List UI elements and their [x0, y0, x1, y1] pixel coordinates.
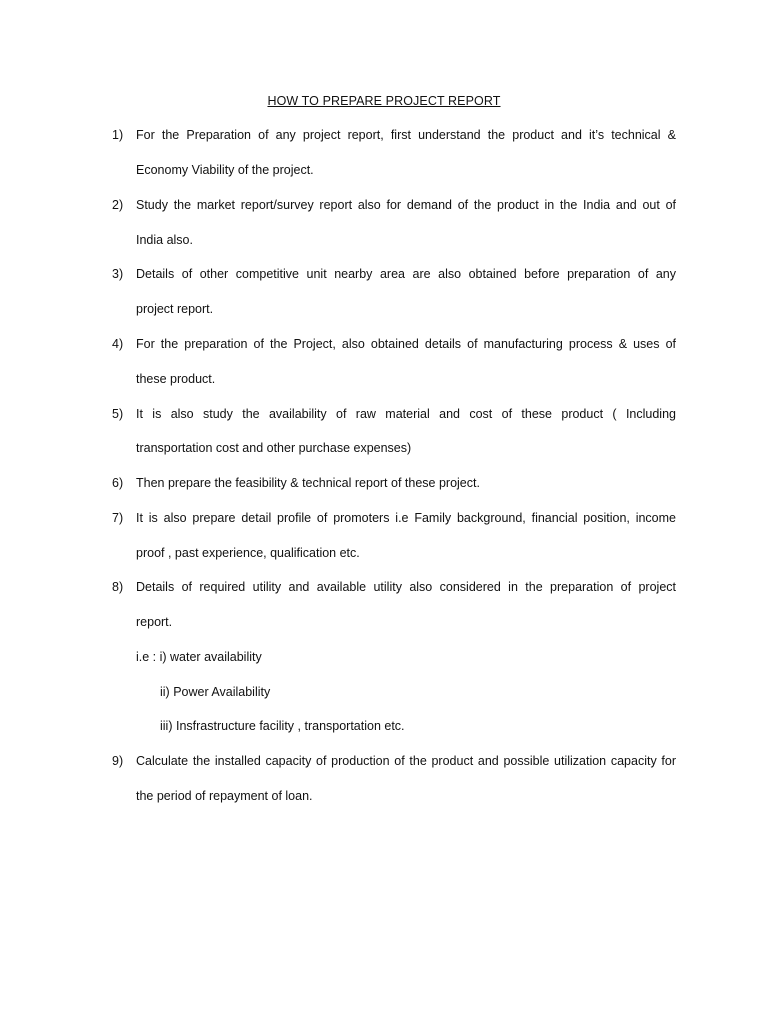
item-8-line-1: Details of required utility and available utility also considered in the preparation of project: [136, 580, 676, 594]
item-5-line-1: It is also study the availability of raw material and cost of these product ( Including: [136, 407, 676, 421]
item-9-line-1: Calculate the installed capacity of production of the product and possible utilization capacity for: [136, 754, 676, 768]
item-4-line-1: For the preparation of the Project, also obtained details of manufacturing process & uses of: [136, 337, 676, 351]
item-8-subitem-3: iii) Insfrastructure facility , transportation etc.: [160, 719, 405, 733]
item-4-number: 4): [112, 337, 124, 351]
document-title: HOW TO PREPARE PROJECT REPORT: [267, 94, 501, 108]
item-2-line-2: India also.: [136, 233, 193, 247]
item-8-subitem-2: ii) Power Availability: [160, 685, 271, 699]
item-1-line-2: Economy Viability of the project.: [136, 163, 314, 177]
item-9-line-2: the period of repayment of loan.: [136, 789, 313, 803]
item-9-number: 9): [112, 754, 124, 768]
item-6-line-1: Then prepare the feasibility & technical report of these project.: [136, 476, 480, 490]
item-8-line-2: report.: [136, 615, 173, 629]
item-8-number: 8): [112, 580, 124, 594]
item-6-number: 6): [112, 476, 124, 490]
item-5-line-2: transportation cost and other purchase expenses): [136, 441, 412, 455]
item-1-number: 1): [112, 128, 124, 142]
item-3-number: 3): [112, 267, 124, 281]
item-7-line-1: It is also prepare detail profile of promoters i.e Family background, financial position, income: [136, 511, 676, 525]
item-3-line-1: Details of other competitive unit nearby area are also obtained before preparation of any: [136, 267, 676, 281]
item-1-line-1: For the Preparation of any project report, first understand the product and it’s technical &: [136, 128, 676, 142]
item-3-line-2: project report.: [136, 302, 214, 316]
item-7-line-2: proof , past experience, qualification etc.: [136, 546, 360, 560]
item-7-number: 7): [112, 511, 124, 525]
item-2-line-1: Study the market report/survey report also for demand of the product in the India and out of: [136, 198, 676, 212]
item-2-number: 2): [112, 198, 124, 212]
item-4-line-2: these product.: [136, 372, 216, 386]
item-8-subitem-1: i.e : i) water availability: [136, 650, 262, 664]
item-5-number: 5): [112, 407, 124, 421]
